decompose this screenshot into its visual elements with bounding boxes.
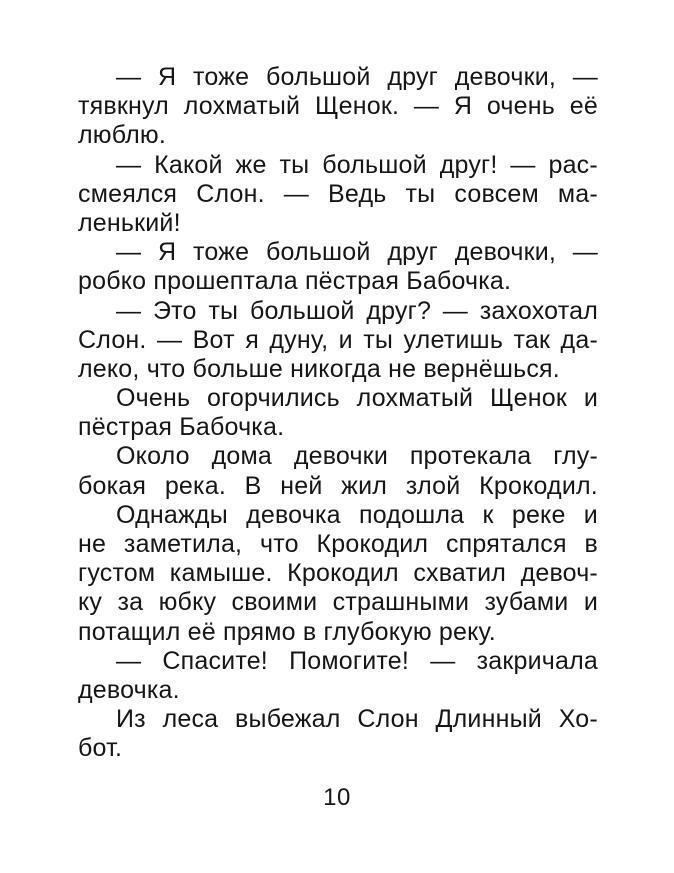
word: большой <box>249 296 355 325</box>
word: — <box>157 325 183 354</box>
word: Крокодил <box>287 559 399 588</box>
word: — <box>572 63 598 91</box>
word: улетишь <box>403 325 504 354</box>
text-line <box>78 501 598 530</box>
word: В <box>244 471 262 500</box>
text-line <box>78 384 598 413</box>
word: лохматый <box>356 384 474 413</box>
word: ты <box>405 179 436 208</box>
word: ты <box>279 150 310 179</box>
word: тоже <box>192 63 250 91</box>
word: Слон <box>357 705 419 734</box>
word: Ведь <box>328 179 387 208</box>
word: да- <box>560 325 598 354</box>
word: захохотал <box>479 296 598 325</box>
word: же <box>235 150 267 179</box>
word: заметила, <box>123 530 243 558</box>
word: совсем <box>454 179 539 208</box>
text-line: потащил её прямо в глубокую реку. <box>78 617 496 646</box>
word: Я <box>157 238 177 267</box>
word: девочка <box>246 500 341 529</box>
text-line <box>78 530 598 559</box>
word: друг! <box>439 150 498 179</box>
word: Очень <box>116 384 191 413</box>
word: Хо- <box>558 705 598 734</box>
text-line: девочка. <box>78 675 180 704</box>
word: её <box>569 92 598 121</box>
word: Какой <box>154 150 223 179</box>
word: смеялся <box>78 179 178 208</box>
text-line <box>78 92 598 121</box>
word: протекала <box>409 442 532 471</box>
word: — <box>116 238 142 267</box>
word: подошла <box>358 500 465 529</box>
text-line <box>78 588 598 617</box>
story-text-block <box>78 63 598 764</box>
word: большой <box>265 63 371 91</box>
word: очень <box>486 92 555 121</box>
word: я <box>245 325 259 354</box>
word: закричала <box>476 646 598 675</box>
word: Слон. <box>196 179 265 208</box>
word: — <box>116 646 142 675</box>
word: друг <box>387 238 438 267</box>
word: Крокодил. <box>479 471 598 500</box>
word: тоже <box>192 238 250 267</box>
word: тявкнул <box>78 92 169 121</box>
word: схватил <box>413 559 507 588</box>
word: леса <box>162 705 219 734</box>
word: Вот <box>192 325 235 354</box>
text-line <box>78 238 598 267</box>
word: — <box>442 296 468 325</box>
word: густом <box>78 559 156 588</box>
word: юбку <box>158 588 217 617</box>
word: ку <box>78 588 103 617</box>
text-line: пёстрая Бабочка. <box>78 413 285 442</box>
word: Я <box>453 92 473 121</box>
word: — <box>116 63 142 91</box>
word: и <box>338 325 353 354</box>
word: что <box>260 530 299 558</box>
word: дуну, <box>269 325 329 354</box>
word: злой <box>405 471 461 500</box>
word: Из <box>116 705 146 734</box>
word: девочки <box>293 442 388 471</box>
word: Крокодил <box>316 530 429 558</box>
word: и <box>583 588 598 617</box>
text-line: леко, что больше никогда не вернёшься. <box>78 354 560 383</box>
text-line <box>78 442 598 471</box>
text-line <box>78 326 598 355</box>
word: Это <box>152 296 197 325</box>
word: — <box>572 238 598 267</box>
text-line <box>78 647 598 676</box>
word: Я <box>157 63 177 91</box>
word: лохматый <box>183 92 301 121</box>
text-line <box>78 151 598 180</box>
word: жил <box>341 471 388 500</box>
word: и <box>583 384 598 413</box>
word: так <box>513 325 551 354</box>
word: Длинный <box>435 705 542 734</box>
word: зубами <box>484 588 569 617</box>
word: ней <box>280 471 323 500</box>
word: — <box>283 179 309 208</box>
text-line <box>78 63 598 92</box>
word: ма- <box>557 179 598 208</box>
word: Щенок. <box>314 92 400 121</box>
word: друг? <box>366 296 432 325</box>
text-line: бот. <box>78 734 123 763</box>
word: Около <box>116 442 190 471</box>
word: страшными <box>332 588 470 617</box>
word: Слон. <box>78 325 147 354</box>
word: девочки, <box>454 63 557 91</box>
word: огорчились <box>207 384 340 413</box>
word: к <box>482 500 494 529</box>
text-line: люблю. <box>78 121 167 150</box>
text-line <box>78 705 598 734</box>
page-number: 10 <box>323 784 351 811</box>
word: Помогите! <box>289 646 410 675</box>
word: глу- <box>553 442 598 471</box>
text-line <box>78 180 598 209</box>
word: ты <box>363 325 394 354</box>
word: не <box>78 530 107 558</box>
word: Щенок <box>490 384 567 413</box>
text-line: робко прошептала пёстрая Бабочка. <box>78 267 512 296</box>
text-line: ленький! <box>78 208 181 237</box>
text-line <box>78 559 598 588</box>
word: выбежал <box>235 705 341 734</box>
word: рас- <box>548 150 598 179</box>
word: — <box>116 296 142 325</box>
word: — <box>413 92 440 121</box>
word: большой <box>265 238 371 267</box>
word: спрятался <box>445 530 567 558</box>
word: большой <box>322 150 427 179</box>
word: в <box>584 530 598 558</box>
word: бокая <box>78 471 147 500</box>
word: девоч- <box>520 559 598 588</box>
word: ты <box>208 296 239 325</box>
text-line <box>78 297 598 326</box>
text-line <box>78 472 598 501</box>
word: река. <box>164 471 226 500</box>
word: — <box>510 150 536 179</box>
word: Однажды <box>116 500 228 529</box>
word: — <box>430 646 456 675</box>
word: девочки, <box>454 238 557 267</box>
word: своими <box>231 588 318 617</box>
word: Спасите! <box>162 646 268 675</box>
word: дома <box>211 442 272 471</box>
word: друг <box>387 63 438 91</box>
word: камыше. <box>169 559 273 588</box>
word: и <box>583 500 598 529</box>
word: за <box>117 588 144 617</box>
word: — <box>116 150 142 179</box>
word: реке <box>511 500 566 529</box>
